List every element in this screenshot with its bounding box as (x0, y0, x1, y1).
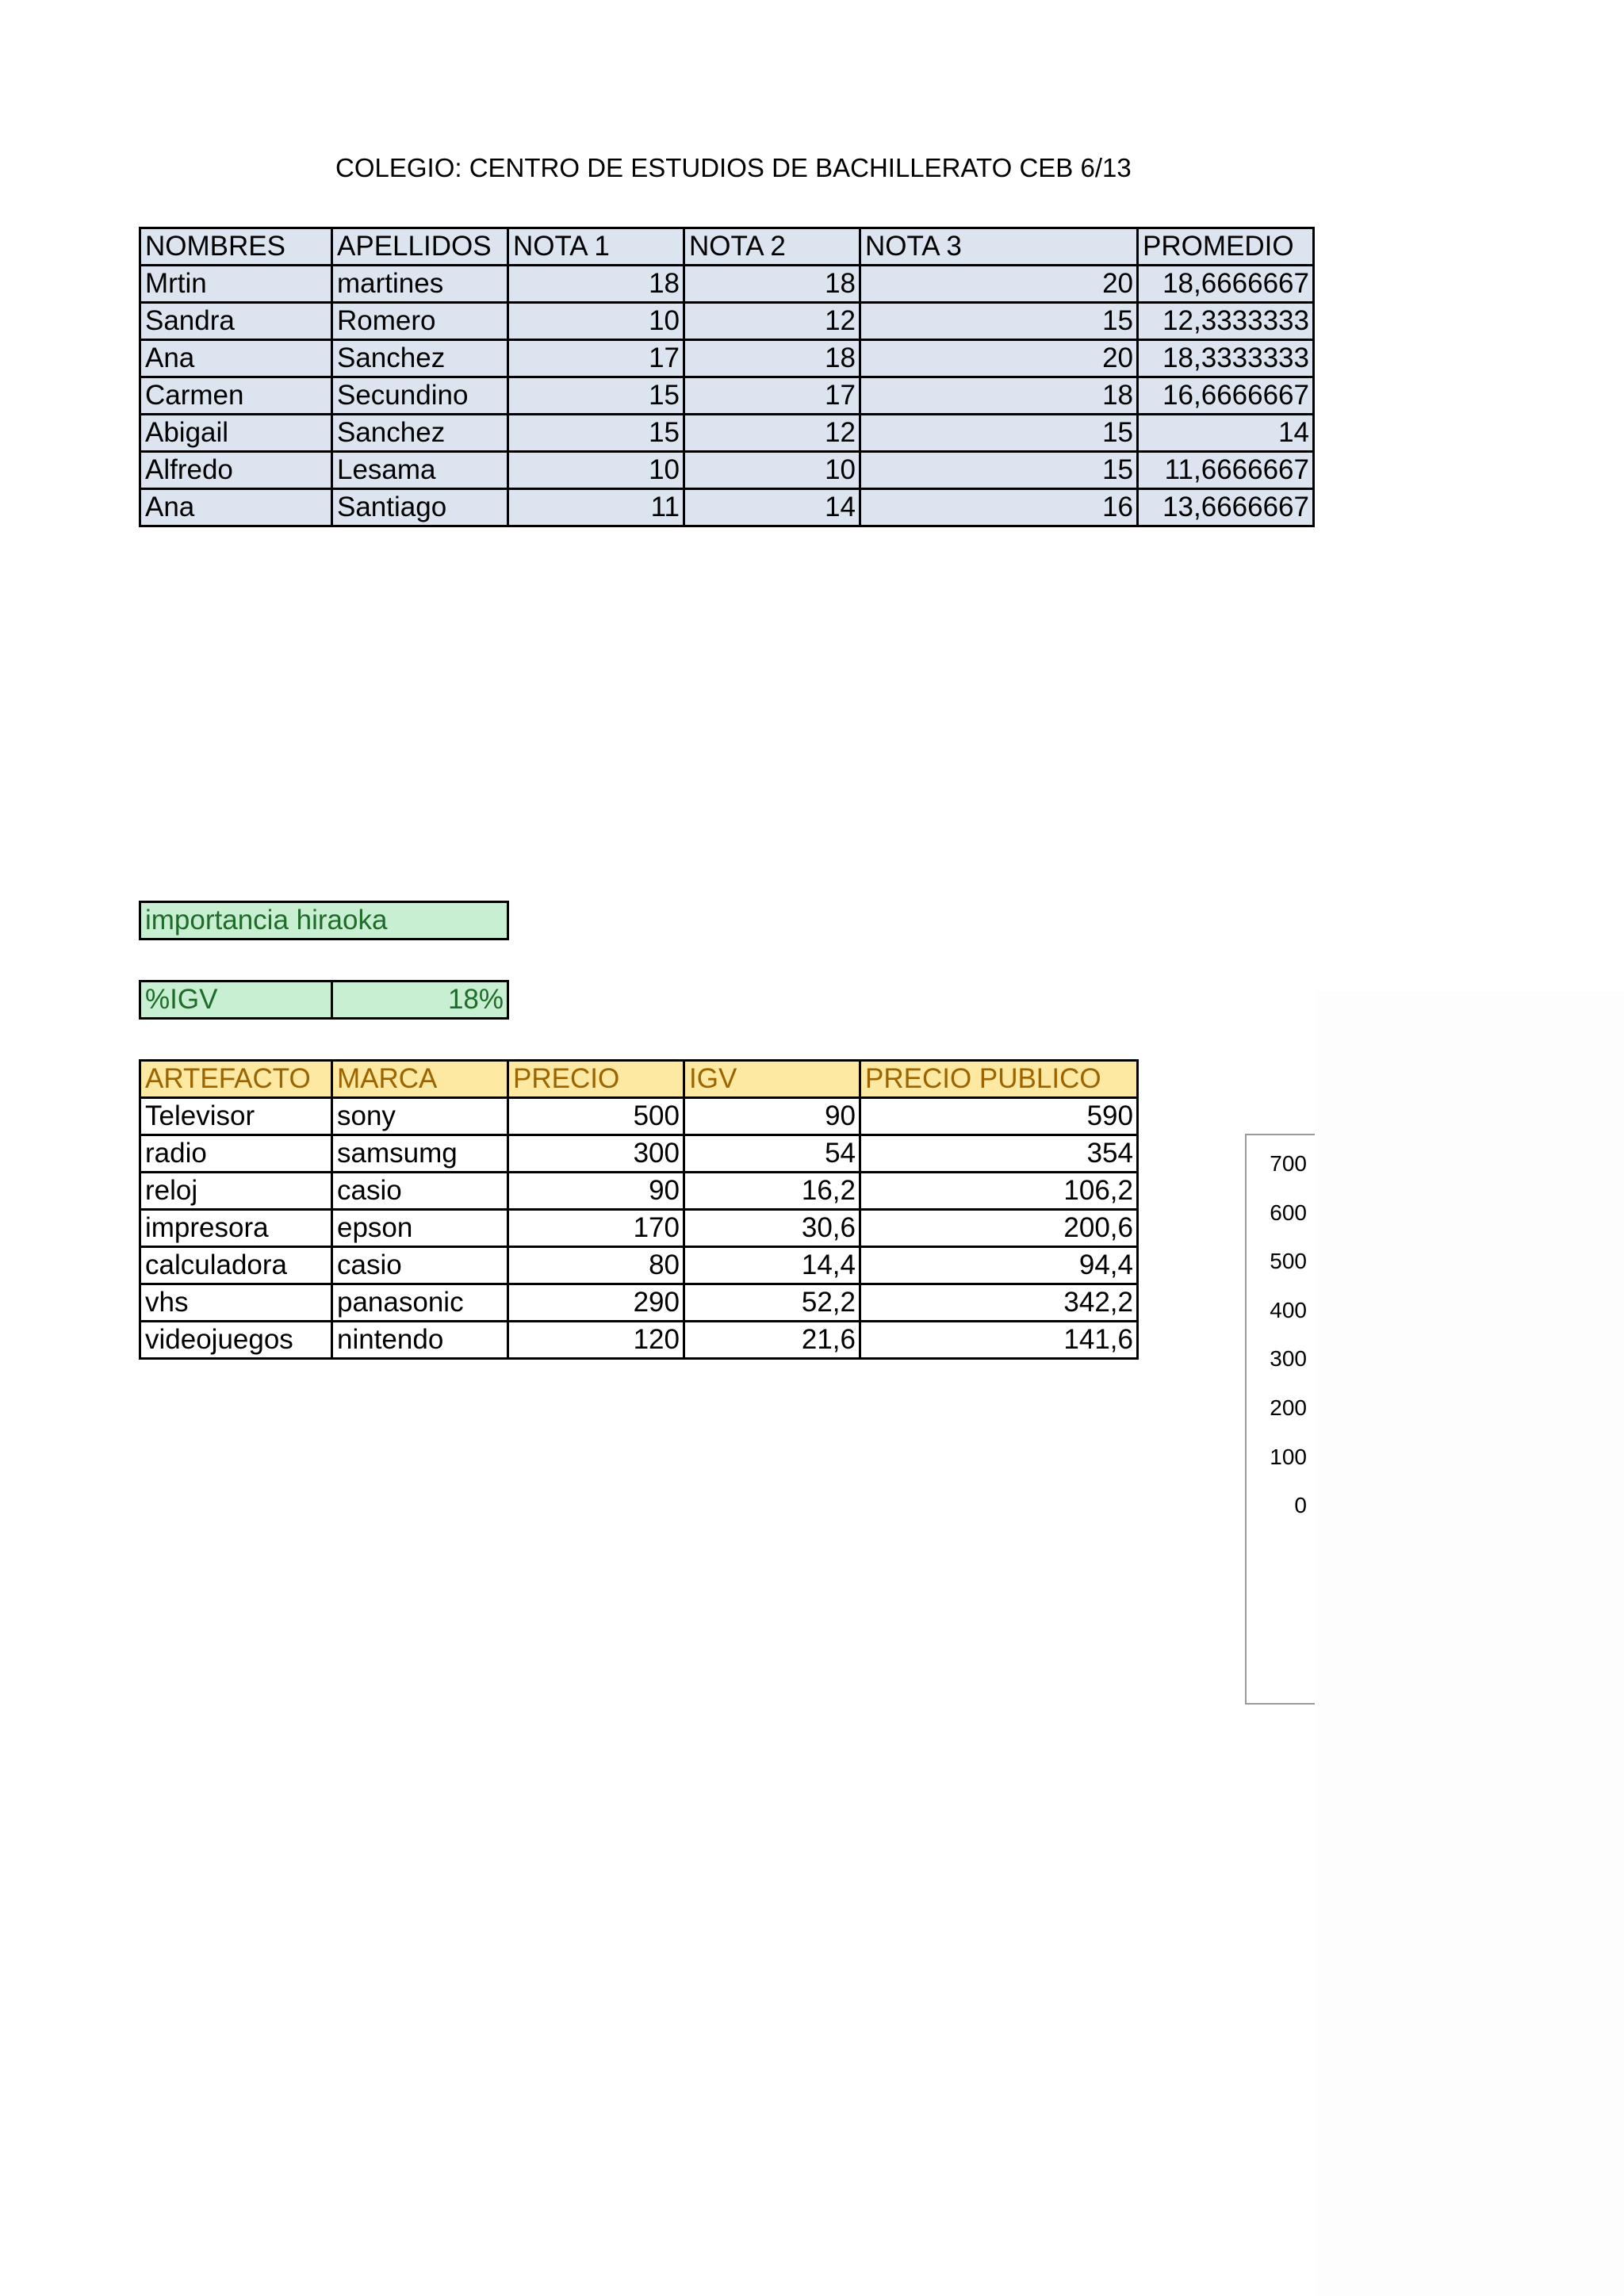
grades-cell[interactable]: 15 (508, 415, 684, 452)
grades-cell[interactable]: 15 (860, 303, 1138, 340)
products-cell[interactable]: casio (332, 1247, 508, 1284)
grades-cell[interactable]: Sanchez (332, 340, 508, 377)
label-box (139, 901, 509, 940)
products-cell[interactable]: Televisor (140, 1098, 332, 1135)
chart-y-tick-label: 400 (1270, 1297, 1307, 1322)
grades-cell[interactable]: 18,3333333 (1138, 340, 1314, 377)
products-cell[interactable]: 16,2 (684, 1173, 860, 1210)
grades-cell[interactable]: 17 (684, 377, 860, 415)
products-header-cell[interactable]: ARTEFACTO (140, 1061, 332, 1098)
chart-y-tick-label: 0 (1294, 1493, 1307, 1518)
products-table (139, 1059, 1139, 1360)
igv-label[interactable]: %IGV (140, 982, 332, 1019)
chart-y-tick-label: 300 (1270, 1346, 1307, 1372)
products-header-cell[interactable]: MARCA (332, 1061, 508, 1098)
grades-cell[interactable]: Secundino (332, 377, 508, 415)
products-header-cell[interactable]: PRECIO PUBLICO (860, 1061, 1138, 1098)
grades-header-cell[interactable]: APELLIDOS (332, 228, 508, 266)
igv-value[interactable]: 18% (332, 982, 508, 1019)
grades-cell[interactable]: Romero (332, 303, 508, 340)
products-cell[interactable]: impresora (140, 1210, 332, 1247)
products-cell[interactable]: 90 (684, 1098, 860, 1135)
grades-cell[interactable]: Carmen (140, 377, 332, 415)
grades-row (140, 452, 1314, 489)
products-cell[interactable]: 21,6 (684, 1322, 860, 1359)
products-cell[interactable]: 52,2 (684, 1284, 860, 1322)
products-row (140, 1284, 1138, 1322)
grades-cell[interactable]: 14 (1138, 415, 1314, 452)
products-cell[interactable]: reloj (140, 1173, 332, 1210)
grades-cell[interactable]: Ana (140, 489, 332, 526)
grades-cell[interactable]: Ana (140, 340, 332, 377)
grades-header-cell[interactable]: NOMBRES (140, 228, 332, 266)
products-cell[interactable]: 590 (860, 1098, 1138, 1135)
grades-cell[interactable]: 10 (508, 303, 684, 340)
products-cell[interactable]: 94,4 (860, 1247, 1138, 1284)
products-cell[interactable]: casio (332, 1173, 508, 1210)
grades-cell[interactable]: 20 (860, 266, 1138, 303)
grades-row (140, 489, 1314, 526)
grades-cell[interactable]: 17 (508, 340, 684, 377)
grades-cell[interactable]: 18 (684, 266, 860, 303)
grades-cell[interactable]: 15 (508, 377, 684, 415)
grades-cell[interactable]: 20 (860, 340, 1138, 377)
grades-row (140, 340, 1314, 377)
products-cell[interactable]: 14,4 (684, 1247, 860, 1284)
products-cell[interactable]: 120 (508, 1322, 684, 1359)
grades-cell[interactable]: 18,6666667 (1138, 266, 1314, 303)
products-cell[interactable]: calculadora (140, 1247, 332, 1284)
label-box-text[interactable]: importancia hiraoka (140, 902, 508, 939)
grades-cell[interactable]: 16,6666667 (1138, 377, 1314, 415)
grades-cell[interactable]: 11 (508, 489, 684, 526)
products-cell[interactable]: 80 (508, 1247, 684, 1284)
products-row (140, 1247, 1138, 1284)
grades-cell[interactable]: Sanchez (332, 415, 508, 452)
grades-cell[interactable]: 15 (860, 415, 1138, 452)
grades-cell[interactable]: 12 (684, 415, 860, 452)
grades-cell[interactable]: 16 (860, 489, 1138, 526)
grades-row (140, 377, 1314, 415)
products-row (140, 1210, 1138, 1247)
grades-cell[interactable]: Mrtin (140, 266, 332, 303)
products-cell[interactable]: 30,6 (684, 1210, 860, 1247)
products-cell[interactable]: 342,2 (860, 1284, 1138, 1322)
grades-header-row (140, 228, 1314, 266)
grades-cell[interactable]: Sandra (140, 303, 332, 340)
products-header-row (140, 1061, 1138, 1098)
products-cell[interactable]: panasonic (332, 1284, 508, 1322)
products-cell[interactable]: 354 (860, 1135, 1138, 1173)
products-row (140, 1098, 1138, 1135)
grades-header-cell[interactable]: NOTA 2 (684, 228, 860, 266)
products-cell[interactable]: sony (332, 1098, 508, 1135)
products-cell[interactable]: samsumg (332, 1135, 508, 1173)
grades-cell[interactable]: Abigail (140, 415, 332, 452)
chart-area (1316, 991, 1624, 2296)
grades-cell[interactable]: 11,6666667 (1138, 452, 1314, 489)
grades-cell[interactable]: 12 (684, 303, 860, 340)
products-cell[interactable]: 500 (508, 1098, 684, 1135)
grades-cell[interactable]: 13,6666667 (1138, 489, 1314, 526)
products-cell[interactable]: 54 (684, 1135, 860, 1173)
grades-header-cell[interactable]: PROMEDIO (1138, 228, 1314, 266)
grades-cell[interactable]: 15 (860, 452, 1138, 489)
products-row (140, 1135, 1138, 1173)
grades-row (140, 415, 1314, 452)
grades-header-cell[interactable]: NOTA 1 (508, 228, 684, 266)
chart-y-tick-label: 700 (1270, 1151, 1307, 1176)
chart-y-tick-label: 500 (1270, 1249, 1307, 1274)
products-cell[interactable]: 141,6 (860, 1322, 1138, 1359)
products-cell[interactable]: 300 (508, 1135, 684, 1173)
products-cell[interactable]: nintendo (332, 1322, 508, 1359)
grades-cell[interactable]: 12,3333333 (1138, 303, 1314, 340)
grades-table (139, 227, 1315, 527)
chart-frame-bottom (1247, 1703, 1315, 1705)
products-cell[interactable]: vhs (140, 1284, 332, 1322)
grades-cell[interactable]: 18 (684, 340, 860, 377)
chart-y-tick-label: 200 (1270, 1395, 1307, 1420)
products-cell[interactable]: epson (332, 1210, 508, 1247)
grades-cell[interactable]: Lesama (332, 452, 508, 489)
grades-row (140, 303, 1314, 340)
grades-row (140, 266, 1314, 303)
grades-cell[interactable]: Alfredo (140, 452, 332, 489)
products-header-cell[interactable]: IGV (684, 1061, 860, 1098)
chart-frame-top (1247, 1134, 1315, 1135)
grades-cell[interactable]: 18 (860, 377, 1138, 415)
products-row (140, 1173, 1138, 1210)
grades-cell[interactable]: 10 (508, 452, 684, 489)
products-cell[interactable]: 200,6 (860, 1210, 1138, 1247)
chart-y-tick-label: 100 (1270, 1444, 1307, 1469)
products-cell[interactable]: 290 (508, 1284, 684, 1322)
grades-cell[interactable]: Santiago (332, 489, 508, 526)
products-header-cell[interactable]: PRECIO (508, 1061, 684, 1098)
grades-cell[interactable]: 18 (508, 266, 684, 303)
chart-y-tick-label: 600 (1270, 1200, 1307, 1225)
grades-header-cell[interactable]: NOTA 3 (860, 228, 1138, 266)
igv-box (139, 980, 509, 1020)
products-cell[interactable]: videojuegos (140, 1322, 332, 1359)
grades-cell[interactable]: 10 (684, 452, 860, 489)
products-cell[interactable]: radio (140, 1135, 332, 1173)
products-cell[interactable]: 170 (508, 1210, 684, 1247)
grades-cell[interactable]: 14 (684, 489, 860, 526)
products-cell[interactable]: 106,2 (860, 1173, 1138, 1210)
grades-cell[interactable]: martines (332, 266, 508, 303)
page-title: COLEGIO: CENTRO DE ESTUDIOS DE BACHILLERATO CEB 6/13 (335, 153, 1132, 182)
products-row (140, 1322, 1138, 1359)
products-cell[interactable]: 90 (508, 1173, 684, 1210)
